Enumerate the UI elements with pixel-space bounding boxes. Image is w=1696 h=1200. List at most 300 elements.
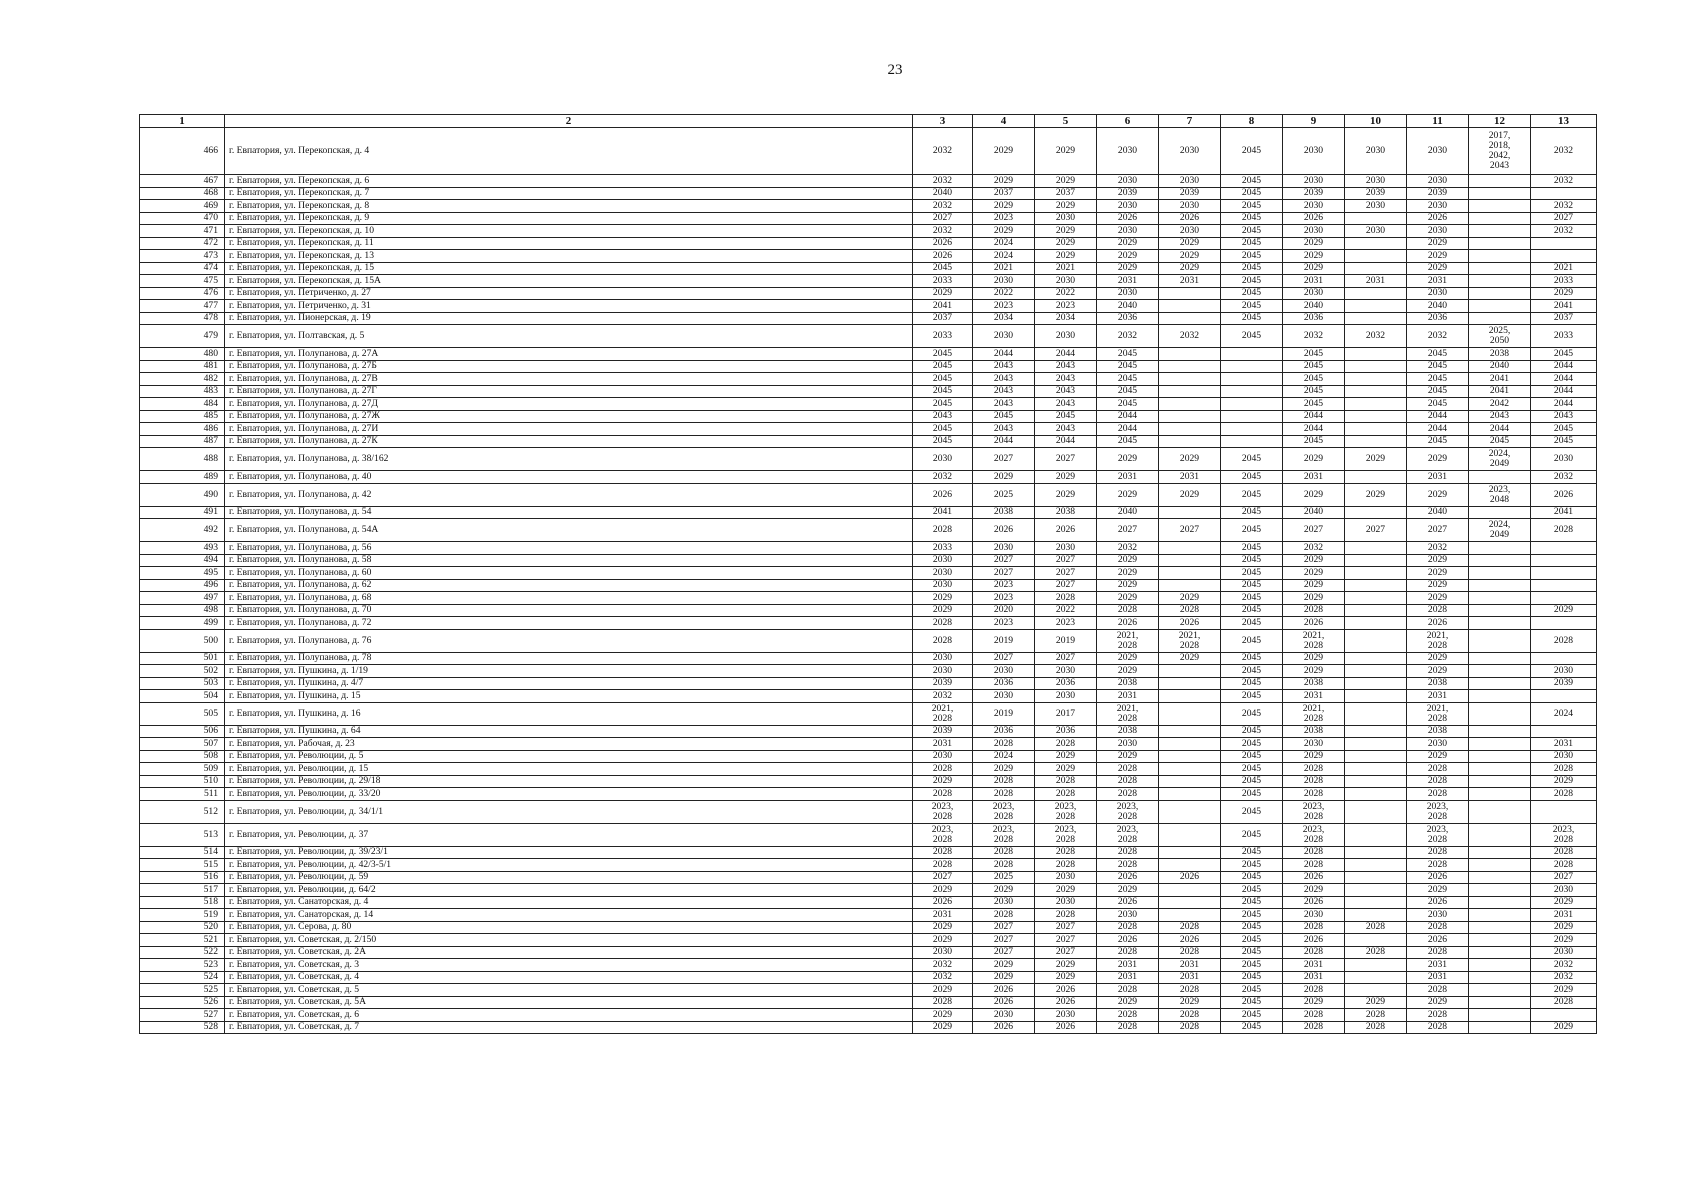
table-row: [140, 823, 1597, 846]
year-cell: 2031: [1407, 959, 1469, 972]
year-cell: 2030: [1283, 909, 1345, 922]
year-cell: 2027: [1097, 519, 1159, 542]
year-cell: 2030: [1283, 287, 1345, 300]
address-cell: г. Евпатория, ул. Перекопская, д. 11: [225, 237, 913, 250]
row-number-cell: 471: [140, 225, 225, 238]
year-cell: 2043: [1035, 398, 1097, 411]
year-cell: 2045: [973, 410, 1035, 423]
year-cell: 2041: [913, 300, 973, 313]
year-cell: 2039: [1407, 187, 1469, 200]
row-number-cell: 491: [140, 506, 225, 519]
row-number-cell: 477: [140, 300, 225, 313]
year-cell: 2024: [1531, 702, 1597, 725]
year-cell: [1469, 750, 1531, 763]
address-cell: г. Евпатория, ул. Полупанова, д. 27Д: [225, 398, 913, 411]
year-cell: [1159, 579, 1221, 592]
year-cell: 2028: [1531, 629, 1597, 652]
year-cell: 2029: [1531, 1021, 1597, 1034]
year-cell: 2043: [1035, 360, 1097, 373]
address-cell: г. Евпатория, ул. Полупанова, д. 40: [225, 471, 913, 484]
year-cell: [1345, 896, 1407, 909]
year-cell: [1469, 984, 1531, 997]
year-cell: [1345, 471, 1407, 484]
year-cell: 2029: [1407, 996, 1469, 1009]
year-cell: 2027: [1345, 519, 1407, 542]
year-cell: [1159, 788, 1221, 801]
year-cell: 2028: [1097, 984, 1159, 997]
address-cell: г. Евпатория, ул. Пушкина, д. 64: [225, 725, 913, 738]
year-cell: [1469, 262, 1531, 275]
year-cell: 2030: [973, 896, 1035, 909]
year-cell: 2023, 2028: [1035, 800, 1097, 823]
year-cell: 2030: [1283, 175, 1345, 188]
year-cell: 2026: [1531, 483, 1597, 506]
year-cell: 2026: [1407, 617, 1469, 630]
year-cell: [1531, 237, 1597, 250]
year-cell: 2030: [973, 1009, 1035, 1022]
year-cell: 2028: [1097, 763, 1159, 776]
year-cell: 2030: [1159, 200, 1221, 213]
year-cell: 2045: [1221, 262, 1283, 275]
year-cell: 2045: [1097, 435, 1159, 448]
year-cell: [1469, 738, 1531, 751]
address-cell: г. Евпатория, ул. Серова, д. 80: [225, 921, 913, 934]
year-cell: 2030: [913, 579, 973, 592]
year-cell: 2045: [1283, 398, 1345, 411]
year-cell: 2042: [1469, 398, 1531, 411]
year-cell: [1159, 300, 1221, 313]
year-cell: 2045: [1221, 128, 1283, 175]
year-cell: 2024, 2049: [1469, 448, 1531, 471]
table-row: [140, 506, 1597, 519]
year-cell: 2045: [1221, 909, 1283, 922]
row-number-cell: 487: [140, 435, 225, 448]
year-cell: [1531, 579, 1597, 592]
year-cell: [1159, 909, 1221, 922]
year-cell: [1469, 542, 1531, 555]
year-cell: [1159, 859, 1221, 872]
year-cell: 2023: [1035, 617, 1097, 630]
year-cell: 2045: [1221, 1021, 1283, 1034]
year-cell: 2026: [1159, 934, 1221, 947]
year-cell: 2029: [1035, 763, 1097, 776]
year-cell: 2022: [1035, 604, 1097, 617]
address-cell: г. Евпатория, ул. Советская, д. 2А: [225, 946, 913, 959]
address-cell: г. Евпатория, ул. Пушкина, д. 15: [225, 690, 913, 703]
year-cell: [1345, 750, 1407, 763]
table-row: [140, 921, 1597, 934]
header-row: [140, 115, 1597, 128]
year-cell: 2023, 2028: [1283, 800, 1345, 823]
year-cell: 2032: [913, 200, 973, 213]
table-row: [140, 360, 1597, 373]
row-number-cell: 501: [140, 652, 225, 665]
row-number-cell: 469: [140, 200, 225, 213]
year-cell: 2029: [1283, 750, 1345, 763]
year-cell: 2022: [973, 287, 1035, 300]
row-number-cell: 493: [140, 542, 225, 555]
year-cell: 2023, 2028: [913, 823, 973, 846]
year-cell: [1159, 775, 1221, 788]
column-header: 12: [1469, 115, 1531, 128]
year-cell: [1345, 652, 1407, 665]
table-row: [140, 859, 1597, 872]
year-cell: [1469, 471, 1531, 484]
year-cell: 2045: [1221, 884, 1283, 897]
year-cell: 2039: [913, 725, 973, 738]
year-cell: [1469, 788, 1531, 801]
year-cell: 2045: [1283, 348, 1345, 361]
year-cell: 2031: [1159, 275, 1221, 288]
year-cell: 2026: [913, 237, 973, 250]
year-cell: 2027: [1035, 934, 1097, 947]
year-cell: 2045: [1221, 665, 1283, 678]
year-cell: 2029: [1407, 448, 1469, 471]
year-cell: 2039: [1531, 677, 1597, 690]
year-cell: 2045: [913, 435, 973, 448]
year-cell: 2045: [1221, 604, 1283, 617]
year-cell: 2038: [1469, 348, 1531, 361]
year-cell: 2026: [973, 1021, 1035, 1034]
year-cell: [1345, 823, 1407, 846]
year-cell: 2045: [1097, 348, 1159, 361]
year-cell: 2045: [913, 262, 973, 275]
year-cell: [1345, 373, 1407, 386]
year-cell: 2027: [1035, 921, 1097, 934]
year-cell: 2029: [1159, 592, 1221, 605]
year-cell: 2028: [1407, 846, 1469, 859]
year-cell: [1469, 554, 1531, 567]
year-cell: [1345, 592, 1407, 605]
year-cell: 2044: [1035, 435, 1097, 448]
year-cell: 2026: [1283, 212, 1345, 225]
year-cell: 2028: [1345, 1021, 1407, 1034]
year-cell: 2028: [1097, 859, 1159, 872]
year-cell: 2026: [1097, 896, 1159, 909]
year-cell: 2044: [1531, 360, 1597, 373]
year-cell: 2045: [1221, 800, 1283, 823]
year-cell: 2031: [1097, 690, 1159, 703]
year-cell: 2034: [973, 312, 1035, 325]
year-cell: [1159, 896, 1221, 909]
year-cell: 2027: [973, 934, 1035, 947]
year-cell: 2030: [1097, 287, 1159, 300]
year-cell: 2026: [1407, 212, 1469, 225]
year-cell: 2030: [1035, 665, 1097, 678]
row-number-cell: 489: [140, 471, 225, 484]
table-row: [140, 250, 1597, 263]
year-cell: 2029: [1345, 483, 1407, 506]
year-cell: 2029: [973, 200, 1035, 213]
year-cell: 2037: [1035, 187, 1097, 200]
year-cell: [1469, 200, 1531, 213]
year-cell: 2030: [1345, 225, 1407, 238]
row-number-cell: 468: [140, 187, 225, 200]
year-cell: 2023, 2028: [1407, 823, 1469, 846]
year-cell: 2045: [1221, 275, 1283, 288]
address-cell: г. Евпатория, ул. Полтавская, д. 5: [225, 325, 913, 348]
year-cell: 2028: [913, 617, 973, 630]
year-cell: 2029: [1531, 775, 1597, 788]
year-cell: 2033: [1531, 325, 1597, 348]
year-cell: 2045: [1221, 237, 1283, 250]
year-cell: 2027: [973, 946, 1035, 959]
year-cell: 2025: [973, 871, 1035, 884]
year-cell: 2038: [1283, 677, 1345, 690]
row-number-cell: 511: [140, 788, 225, 801]
year-cell: 2029: [913, 984, 973, 997]
table-row: [140, 435, 1597, 448]
address-cell: г. Евпатория, ул. Полупанова, д. 76: [225, 629, 913, 652]
year-cell: 2028: [913, 996, 973, 1009]
year-cell: [1159, 846, 1221, 859]
year-cell: 2045: [1221, 592, 1283, 605]
row-number-cell: 479: [140, 325, 225, 348]
year-cell: 2028: [1283, 846, 1345, 859]
table-row: [140, 971, 1597, 984]
year-cell: 2029: [1283, 579, 1345, 592]
year-cell: [1345, 554, 1407, 567]
year-cell: [1345, 617, 1407, 630]
address-cell: г. Евпатория, ул. Полупанова, д. 38/162: [225, 448, 913, 471]
year-cell: 2036: [973, 725, 1035, 738]
year-cell: 2041: [1531, 300, 1597, 313]
table-row: [140, 554, 1597, 567]
row-number-cell: 498: [140, 604, 225, 617]
address-cell: г. Евпатория, ул. Полупанова, д. 54А: [225, 519, 913, 542]
year-cell: 2043: [913, 410, 973, 423]
year-cell: [1345, 300, 1407, 313]
year-cell: [1469, 665, 1531, 678]
year-cell: 2023, 2048: [1469, 483, 1531, 506]
year-cell: 2032: [1531, 959, 1597, 972]
year-cell: [1469, 1009, 1531, 1022]
year-cell: 2043: [1035, 385, 1097, 398]
row-number-cell: 494: [140, 554, 225, 567]
year-cell: [1159, 677, 1221, 690]
year-cell: 2029: [1407, 665, 1469, 678]
year-cell: [1345, 763, 1407, 776]
year-cell: 2030: [913, 554, 973, 567]
table-row: [140, 702, 1597, 725]
year-cell: [1345, 435, 1407, 448]
year-cell: 2030: [1345, 128, 1407, 175]
address-cell: г. Евпатория, ул. Революции, д. 42/3-5/1: [225, 859, 913, 872]
year-cell: 2045: [1221, 871, 1283, 884]
column-header: 10: [1345, 115, 1407, 128]
address-cell: г. Евпатория, ул. Перекопская, д. 4: [225, 128, 913, 175]
table-row: [140, 738, 1597, 751]
year-cell: 2045: [1221, 554, 1283, 567]
year-cell: 2044: [1531, 398, 1597, 411]
year-cell: [1469, 690, 1531, 703]
year-cell: 2026: [1159, 617, 1221, 630]
year-cell: 2045: [1221, 996, 1283, 1009]
address-cell: г. Евпатория, ул. Советская, д. 6: [225, 1009, 913, 1022]
year-cell: 2029: [1035, 175, 1097, 188]
year-cell: 2045: [1407, 348, 1469, 361]
year-cell: 2045: [913, 385, 973, 398]
year-cell: 2028: [1283, 604, 1345, 617]
year-cell: 2028: [1159, 984, 1221, 997]
year-cell: 2030: [1097, 200, 1159, 213]
table-row: [140, 519, 1597, 542]
table-row: [140, 617, 1597, 630]
year-cell: 2045: [1221, 702, 1283, 725]
year-cell: 2045: [1221, 934, 1283, 947]
year-cell: 2044: [1407, 423, 1469, 436]
year-cell: 2031: [1283, 971, 1345, 984]
address-cell: г. Евпатория, ул. Полупанова, д. 27А: [225, 348, 913, 361]
year-cell: [1159, 373, 1221, 386]
year-cell: 2021, 2028: [1159, 629, 1221, 652]
year-cell: 2026: [913, 896, 973, 909]
year-cell: 2029: [973, 175, 1035, 188]
year-cell: [1345, 542, 1407, 555]
year-cell: [1469, 567, 1531, 580]
year-cell: 2029: [1097, 579, 1159, 592]
year-cell: 2029: [1035, 959, 1097, 972]
year-cell: 2030: [973, 542, 1035, 555]
year-cell: 2028: [1531, 788, 1597, 801]
year-cell: 2044: [1469, 423, 1531, 436]
year-cell: 2029: [1097, 665, 1159, 678]
year-cell: 2029: [1159, 237, 1221, 250]
year-cell: 2028: [1407, 763, 1469, 776]
address-cell: г. Евпатория, ул. Революции, д. 15: [225, 763, 913, 776]
table-row: [140, 579, 1597, 592]
year-cell: [1159, 435, 1221, 448]
table-row: [140, 542, 1597, 555]
year-cell: 2028: [913, 763, 973, 776]
year-cell: [1469, 971, 1531, 984]
year-cell: 2045: [1221, 1009, 1283, 1022]
table-row: [140, 846, 1597, 859]
row-number-cell: 484: [140, 398, 225, 411]
year-cell: 2036: [1407, 312, 1469, 325]
year-cell: [1345, 800, 1407, 823]
year-cell: 2045: [913, 348, 973, 361]
year-cell: 2031: [913, 738, 973, 751]
year-cell: [1159, 702, 1221, 725]
year-cell: 2044: [1283, 410, 1345, 423]
year-cell: 2028: [973, 775, 1035, 788]
year-cell: 2028: [1035, 592, 1097, 605]
year-cell: 2027: [973, 567, 1035, 580]
row-number-cell: 486: [140, 423, 225, 436]
year-cell: 2028: [1035, 846, 1097, 859]
year-cell: 2027: [1159, 519, 1221, 542]
year-cell: 2045: [1221, 542, 1283, 555]
year-cell: 2028: [1345, 921, 1407, 934]
address-cell: г. Евпатория, ул. Санаторская, д. 4: [225, 896, 913, 909]
year-cell: 2027: [1035, 652, 1097, 665]
year-cell: 2030: [1531, 750, 1597, 763]
year-cell: [1345, 398, 1407, 411]
year-cell: 2028: [1283, 1009, 1345, 1022]
year-cell: 2045: [1221, 187, 1283, 200]
year-cell: 2045: [1221, 677, 1283, 690]
year-cell: 2028: [973, 909, 1035, 922]
column-header: 1: [140, 115, 225, 128]
year-cell: 2032: [913, 225, 973, 238]
year-cell: 2032: [1097, 542, 1159, 555]
row-number-cell: 495: [140, 567, 225, 580]
table-row: [140, 763, 1597, 776]
year-cell: [1469, 275, 1531, 288]
year-cell: [1159, 348, 1221, 361]
year-cell: 2028: [1159, 1021, 1221, 1034]
year-cell: [1469, 677, 1531, 690]
year-cell: 2029: [1035, 225, 1097, 238]
year-cell: 2038: [1407, 725, 1469, 738]
year-cell: 2028: [973, 859, 1035, 872]
address-cell: г. Евпатория, ул. Полупанова, д. 27К: [225, 435, 913, 448]
year-cell: 2023, 2028: [1531, 823, 1597, 846]
year-cell: 2044: [1531, 373, 1597, 386]
year-cell: 2031: [1531, 909, 1597, 922]
year-cell: [1221, 423, 1283, 436]
address-cell: г. Евпатория, ул. Перекопская, д. 6: [225, 175, 913, 188]
year-cell: 2032: [1531, 971, 1597, 984]
year-cell: [1469, 702, 1531, 725]
row-number-cell: 478: [140, 312, 225, 325]
schedule-table: [139, 114, 1597, 1034]
year-cell: 2045: [1221, 287, 1283, 300]
year-cell: 2029: [1097, 592, 1159, 605]
year-cell: 2030: [973, 275, 1035, 288]
address-cell: г. Евпатория, ул. Полупанова, д. 70: [225, 604, 913, 617]
table-row: [140, 348, 1597, 361]
year-cell: [1531, 567, 1597, 580]
year-cell: 2029: [1407, 483, 1469, 506]
year-cell: 2032: [913, 690, 973, 703]
year-cell: 2029: [973, 971, 1035, 984]
year-cell: 2023: [973, 617, 1035, 630]
year-cell: 2026: [973, 519, 1035, 542]
year-cell: 2031: [1097, 959, 1159, 972]
year-cell: [1345, 665, 1407, 678]
year-cell: [1345, 934, 1407, 947]
year-cell: 2023, 2028: [973, 823, 1035, 846]
year-cell: 2040: [1407, 506, 1469, 519]
year-cell: 2029: [1283, 483, 1345, 506]
year-cell: 2029: [973, 225, 1035, 238]
year-cell: 2027: [1035, 567, 1097, 580]
year-cell: 2030: [1283, 225, 1345, 238]
year-cell: 2045: [1407, 360, 1469, 373]
year-cell: 2021, 2028: [1097, 702, 1159, 725]
year-cell: [1221, 398, 1283, 411]
year-cell: 2026: [1159, 871, 1221, 884]
table-row: [140, 483, 1597, 506]
address-cell: г. Евпатория, ул. Полупанова, д. 27Б: [225, 360, 913, 373]
year-cell: 2045: [1407, 435, 1469, 448]
year-cell: [1159, 884, 1221, 897]
year-cell: 2017, 2018, 2042, 2043: [1469, 128, 1531, 175]
year-cell: 2032: [1531, 175, 1597, 188]
year-cell: [1159, 506, 1221, 519]
year-cell: 2029: [1035, 483, 1097, 506]
address-cell: г. Евпатория, ул. Советская, д. 4: [225, 971, 913, 984]
address-cell: г. Евпатория, ул. Полупанова, д. 62: [225, 579, 913, 592]
year-cell: 2038: [973, 506, 1035, 519]
address-cell: г. Евпатория, ул. Революции, д. 5: [225, 750, 913, 763]
year-cell: 2031: [1407, 690, 1469, 703]
year-cell: 2039: [1283, 187, 1345, 200]
year-cell: 2027: [1531, 871, 1597, 884]
year-cell: 2028: [1283, 859, 1345, 872]
